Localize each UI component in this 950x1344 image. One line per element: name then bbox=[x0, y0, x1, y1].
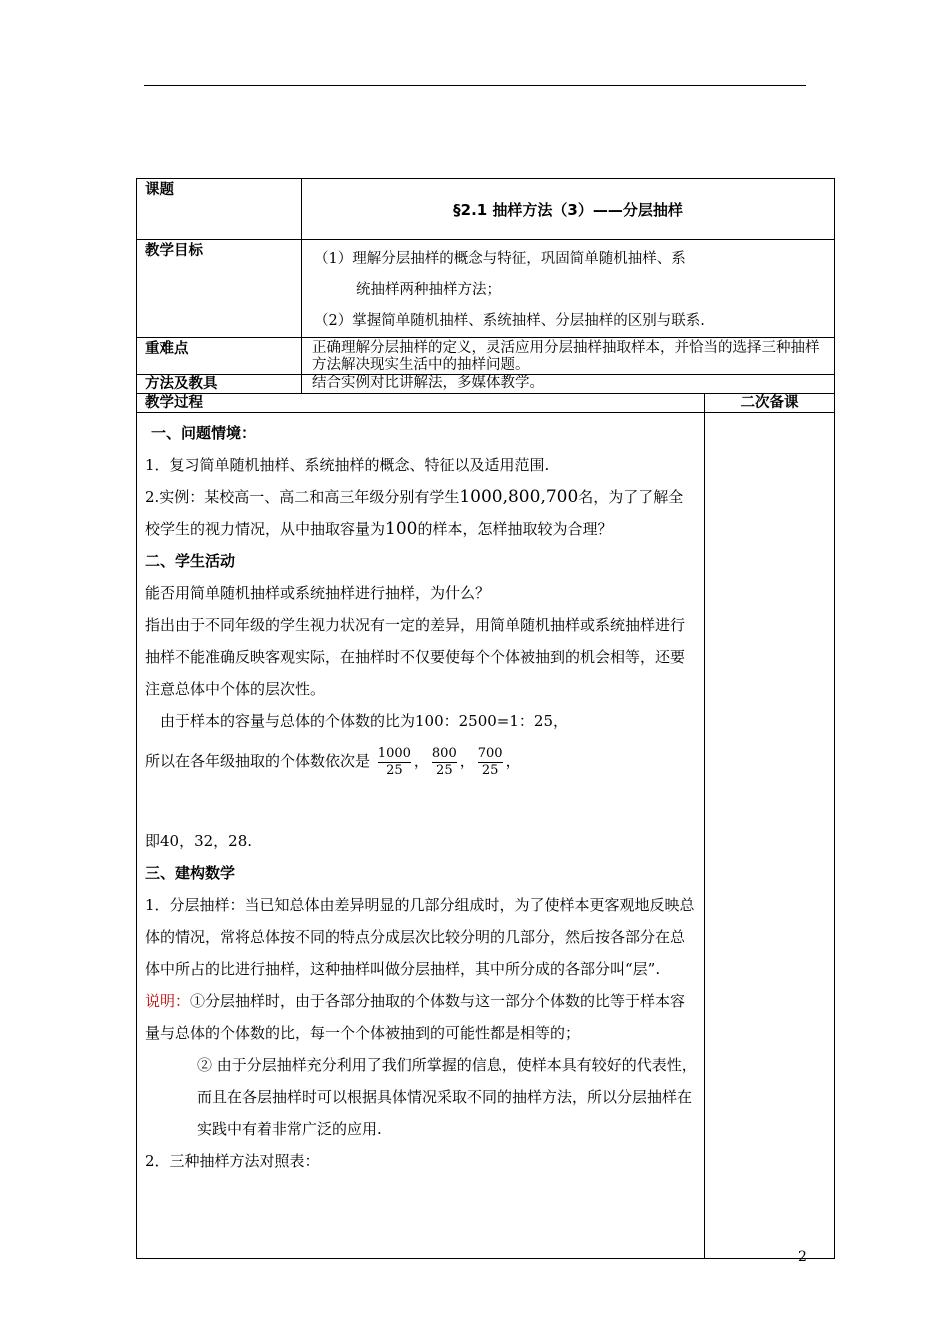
objective-1: （1）理解分层抽样的概念与特征，巩固简单随机抽样、系 bbox=[314, 251, 686, 267]
s2-result: 即40，32，28. bbox=[145, 831, 253, 850]
s3-item-2: 2．三种抽样方法对照表： bbox=[145, 1151, 320, 1170]
student-counts: 1000,800,700 bbox=[459, 487, 579, 507]
s2-paragraph: 指出由于不同年级的学生视力状况有一定的差异，用简单随机抽样或系统抽样进行抽样不能准确反映客观实际，在抽样时不仅要使每个个体被抽到的机会相等，还要注意总体中个体的层次性。 bbox=[145, 616, 686, 698]
s3-note-2: ② 由于分层抽样充分利用了我们所掌握的信息，使样本具有较好的代表性，而且在各层抽样时可以根据具体情况采取不同的抽样方法，所以分层抽样在实践中有着非常广泛的应用. bbox=[197, 1055, 697, 1138]
second-prep-cell bbox=[705, 413, 835, 1259]
fraction-700-25: $\frac{700}{25}$ bbox=[477, 745, 503, 778]
objective-1-cont: 统抽样两种抽样方法； bbox=[356, 282, 501, 298]
objectives-row bbox=[137, 240, 835, 338]
process-row bbox=[137, 413, 835, 1259]
s3-definition: 1．分层抽样：当已知总体由差异明显的几部分组成时，为了使样本更客观地反映总体的情况，常将总体按不同的特点分成层次比较分明的几部分，然后按各部分在总体中所占的比进行抽样，这种抽样叫做分层抽样，其中所分成的各部分叫“层”. bbox=[145, 895, 695, 978]
header-rule bbox=[144, 85, 806, 86]
process-header-row bbox=[137, 394, 835, 413]
s3-note-1: 说明：①分层抽样时，由于各部分抽取的个体数与这一部分个体数的比等于样本容量与总体的个体数的比，每一个个体被抽到的可能性都是相等的； bbox=[145, 991, 686, 1042]
fraction-1000-25: $\frac{1000}{25}$ bbox=[377, 745, 411, 778]
objective-2: （2）掌握简单随机抽样、系统抽样、分层抽样的区别与联系. bbox=[314, 313, 705, 329]
process-label: 教学过程 bbox=[137, 394, 705, 413]
topic-title: §2.1 抽样方法（3）——分层抽样 bbox=[453, 201, 683, 219]
note-label: 说明： bbox=[145, 991, 191, 1010]
objectives-label: 教学目标 bbox=[137, 240, 302, 338]
section-1-title: 一、问题情境： bbox=[151, 424, 257, 442]
difficulty-label: 重难点 bbox=[137, 338, 302, 375]
topic-row bbox=[137, 179, 835, 240]
methods-text: 结合实例对比讲解法，多媒体教学。 bbox=[302, 375, 835, 394]
section-3-title: 三、建构数学 bbox=[145, 863, 236, 882]
s2-question: 能否用简单随机抽样或系统抽样进行抽样，为什么？ bbox=[145, 584, 491, 602]
methods-row bbox=[137, 375, 835, 394]
process-content bbox=[137, 413, 705, 1259]
sample-size: 100 bbox=[385, 519, 418, 539]
topic-label: 课题 bbox=[137, 179, 302, 240]
difficulty-row bbox=[137, 338, 835, 375]
s1-paragraph-2: 2.实例：某校高一、高二和高三年级分别有学生1000,800,700名，为了了解全校学生的视力情况，从中抽取容量为100的样本，怎样抽取较为合理？ bbox=[145, 487, 684, 539]
difficulty-text: 正确理解分层抽样的定义，灵活应用分层抽样抽取样本，并恰当的选择三种抽样方法解决现实生活中的抽样问题。 bbox=[302, 338, 835, 375]
s2-ratio: 由于样本的容量与总体的个体数的比为100：2500=1：25， bbox=[160, 712, 569, 730]
lesson-plan-table bbox=[136, 178, 835, 1259]
methods-label: 方法及教具 bbox=[137, 375, 302, 394]
fraction-800-25: $\frac{800}{25}$ bbox=[431, 745, 457, 778]
s1-paragraph-1: 1．复习简单随机抽样、系统抽样的概念、特征以及适用范围. bbox=[145, 456, 550, 474]
second-prep-label: 二次备课 bbox=[705, 394, 835, 413]
page-number: 2 bbox=[798, 1249, 807, 1265]
s2-each: 所以在各年级抽取的个体数依次是 $\frac{1000}{25}$ ， $\frac{800}{25}$ ， $\frac{700}{25}$ ， bbox=[145, 745, 521, 778]
section-2-title: 二、学生活动 bbox=[145, 552, 236, 570]
